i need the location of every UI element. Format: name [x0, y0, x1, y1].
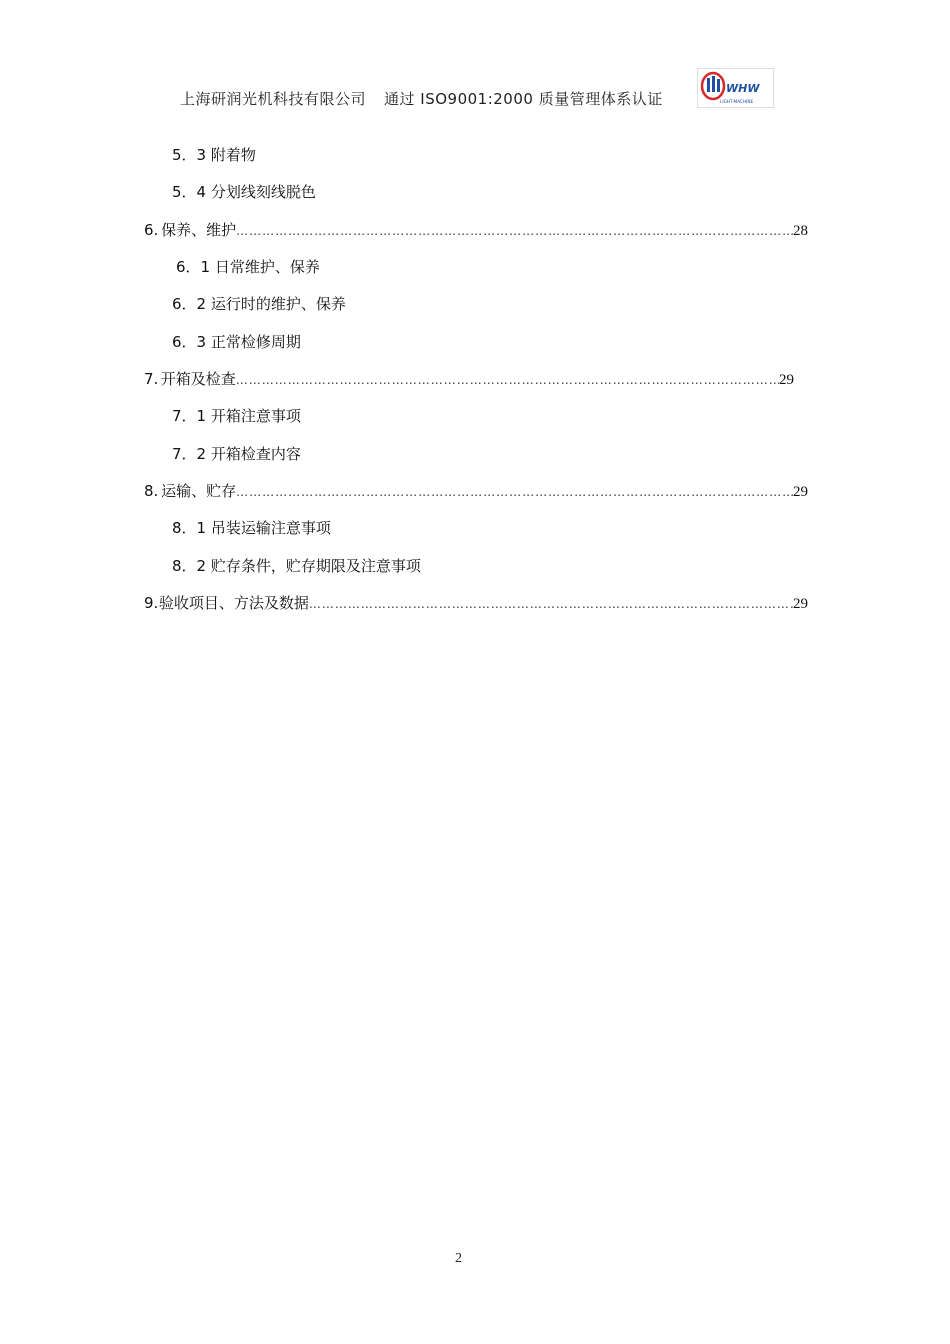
toc-entry-6 [144, 219, 808, 241]
company-logo [697, 68, 774, 108]
company-name: 上海研润光机科技有限公司 [180, 90, 367, 108]
dot-leader [309, 593, 793, 615]
toc-entry-page: 29 [779, 372, 794, 388]
toc-subentry-8-1: 8．1 吊装运输注意事项 [172, 519, 331, 537]
toc-entry-page: 29 [793, 484, 808, 500]
toc-entry-page: 29 [793, 596, 808, 612]
toc-subentry-5-4: 5．4 分划线刻线脱色 [172, 183, 316, 201]
page-number: 2 [455, 1251, 462, 1266]
logo-text: WHW [726, 82, 760, 95]
toc-entry-title: 开箱及检查 [160, 370, 236, 388]
toc-entry-title: 保养、维护 [161, 221, 237, 239]
toc-subentry-5-3: 5．3 附着物 [172, 146, 256, 164]
toc-entry-title: 运输、贮存 [161, 482, 237, 500]
toc-subentry-6-1: 6．1 日常维护、保养 [176, 258, 320, 276]
toc-subentry-8-2: 8．2 贮存条件，贮存期限及注意事项 [172, 557, 421, 575]
dot-leader [236, 369, 779, 391]
toc-entry-number: 7. [144, 370, 159, 388]
toc-entry-number: 6. [144, 221, 159, 239]
toc-entry-page: 28 [793, 223, 808, 239]
toc-subentry-7-2: 7．2 开箱检查内容 [172, 445, 301, 463]
toc-entry-7 [144, 368, 794, 390]
toc-subentry-6-2: 6．2 运行时的维护、保养 [172, 295, 346, 313]
toc-subentry-7-1: 7．1 开箱注意事项 [172, 407, 301, 425]
logo-subtext: LIGHT-MACHINE [720, 99, 754, 104]
dot-leader [236, 220, 793, 242]
toc-subentry-6-3: 6．3 正常检修周期 [172, 333, 301, 351]
dot-leader [236, 481, 793, 503]
toc-entry-9 [144, 592, 808, 614]
toc-entry-8 [144, 480, 808, 502]
page-header [180, 88, 663, 109]
toc-entry-title: 验收项目、方法及数据 [158, 594, 309, 612]
certification-text: 通过 ISO9001:2000 质量管理体系认证 [384, 90, 663, 108]
toc-entry-number: 8. [144, 482, 159, 500]
logo-icon [698, 69, 773, 107]
toc-entry-number: 9. [144, 594, 159, 612]
